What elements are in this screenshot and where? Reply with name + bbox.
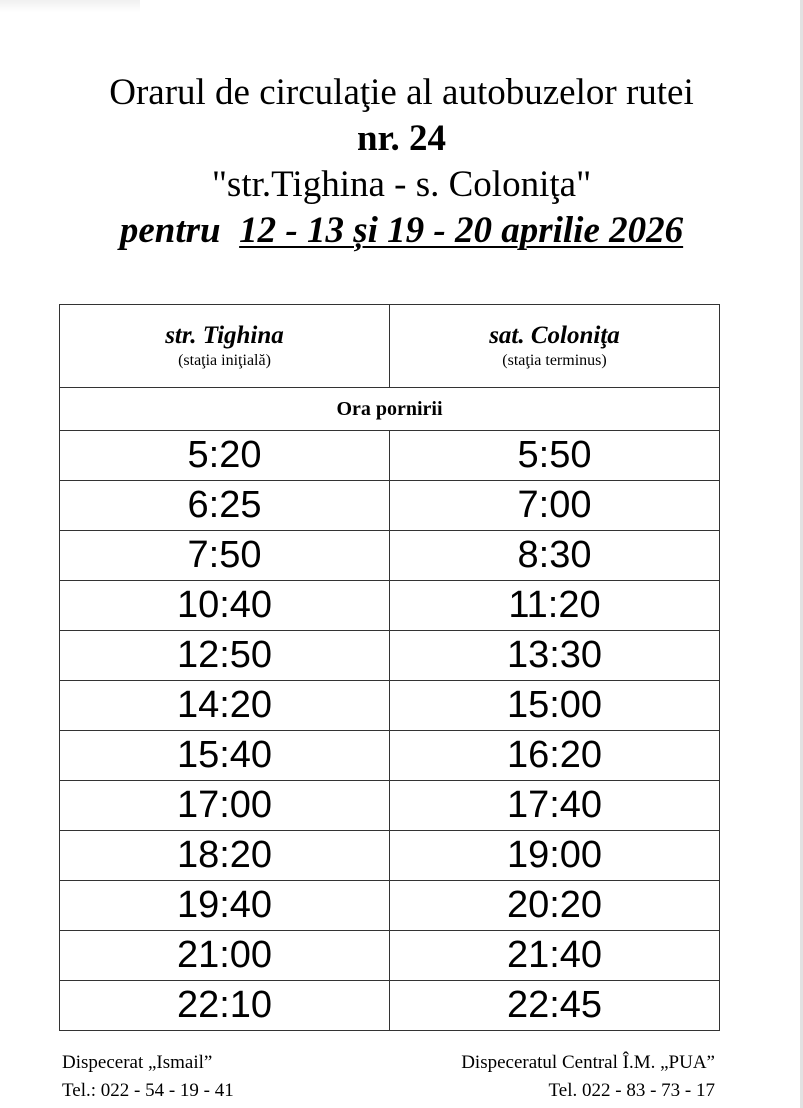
departure-time-terminus: 7:00: [390, 481, 720, 531]
departure-label: Ora pornirii: [60, 388, 720, 431]
table-row: [60, 431, 720, 481]
departure-time-terminus: 19:00: [390, 831, 720, 881]
dispatcher-right-name: Dispeceratul Central Î.M. „PUA”: [461, 1052, 715, 1073]
dispatcher-left-name: Dispecerat „Ismail”: [62, 1052, 213, 1073]
table-row: [60, 781, 720, 831]
departure-time-start: 22:10: [60, 981, 390, 1031]
departure-time-start: 21:00: [60, 931, 390, 981]
table-row: [60, 931, 720, 981]
route-number: nr. 24: [356, 118, 447, 159]
departure-time-start: 6:25: [60, 481, 390, 531]
date-range: 12 - 13 și 19 - 20 aprilie 2026: [239, 210, 684, 251]
departure-time-start: 10:40: [60, 581, 390, 631]
table-row: [60, 581, 720, 631]
route-name: "str.Tighina - s. Coloniţa": [211, 164, 592, 205]
departure-time-start: 17:00: [60, 781, 390, 831]
start-stop-name: str. Tighina: [165, 322, 284, 349]
departure-time-start: 14:20: [60, 681, 390, 731]
column-header-terminus: [390, 305, 720, 388]
departure-time-terminus: 8:30: [390, 531, 720, 581]
departure-time-terminus: 16:20: [390, 731, 720, 781]
departure-time-start: 5:20: [60, 431, 390, 481]
table-row: [60, 731, 720, 781]
table-row: [60, 531, 720, 581]
dispatcher-left-phone: Tel.: 022 - 54 - 19 - 41: [62, 1080, 234, 1101]
table-row: [60, 631, 720, 681]
departure-time-terminus: 20:20: [390, 881, 720, 931]
table-row: [60, 981, 720, 1031]
departure-time-terminus: 15:00: [390, 681, 720, 731]
footer-dispatcher-left: [62, 1049, 234, 1105]
table-row: [60, 481, 720, 531]
column-header-start: [60, 305, 390, 388]
title-line: Orarul de circulaţie al autobuzelor rutei: [109, 72, 694, 113]
table-header-row: [60, 305, 720, 388]
departure-time-terminus: 22:45: [390, 981, 720, 1031]
schedule-table: [59, 304, 720, 1031]
departure-time-terminus: 17:40: [390, 781, 720, 831]
page-edge-shadow: [0, 0, 140, 12]
departure-time-start: 12:50: [60, 631, 390, 681]
table-row: [60, 681, 720, 731]
table-row: [60, 881, 720, 931]
departure-time-terminus: 5:50: [390, 431, 720, 481]
departure-time-terminus: 21:40: [390, 931, 720, 981]
terminus-stop-name: sat. Coloniţa: [489, 322, 620, 349]
departure-time-start: 15:40: [60, 731, 390, 781]
dispatcher-right-phone: Tel. 022 - 83 - 73 - 17: [548, 1080, 715, 1101]
table-row: [60, 831, 720, 881]
date-prefix: pentru: [119, 210, 221, 251]
departure-time-terminus: 11:20: [390, 581, 720, 631]
departure-label-row: [60, 388, 720, 431]
departure-time-start: 18:20: [60, 831, 390, 881]
departure-time-start: 19:40: [60, 881, 390, 931]
departure-time-start: 7:50: [60, 531, 390, 581]
footer-dispatcher-right: [461, 1049, 715, 1105]
date-line: [0, 208, 803, 254]
terminus-stop-role: (staţia terminus): [502, 352, 607, 369]
document-header: [0, 70, 803, 254]
start-stop-role: (staţia iniţială): [178, 352, 271, 369]
departure-time-terminus: 13:30: [390, 631, 720, 681]
